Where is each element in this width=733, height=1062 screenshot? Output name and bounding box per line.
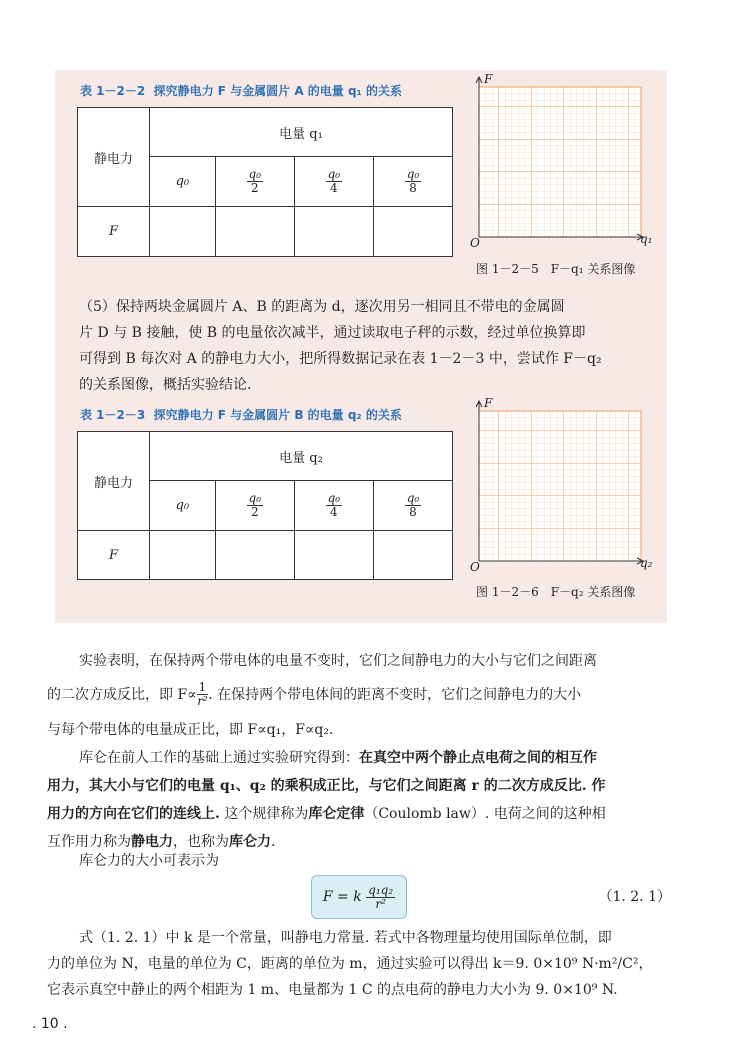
body-line9: 式（1. 2. 1）中 k 是一个常量，叫静电力常量. 若式中各物理量均使用国际单位制，即 <box>79 930 612 946</box>
table2-caption: 表 1－2－3 探究静电力 F 与金属圆片 B 的电量 q₂ 的关系 <box>80 408 402 422</box>
body-line2: 的二次方成反比，即 F∝ $\frac{1}{\text{r²}}$ . 在保持两个带电体间的距离不变时，它们之间静电力的大小 <box>47 680 582 708</box>
page-number: . 10 . <box>32 1016 68 1032</box>
body-line4: 库仑在前人工作的基础上通过实验研究得到：在真空中两个静止点电荷之间的相互作 <box>79 750 597 766</box>
table2-row-f: F <box>78 531 150 580</box>
table1-caption: 表 1－2－2 探究静电力 F 与金属圆片 A 的电量 q₁ 的关系 <box>80 84 402 98</box>
body-line6: 用力的方向在它们的连线上. 这个规律称为库仑定律（Coulomb law）. 电荷之间的这种相 <box>47 806 606 822</box>
body-line1: 实验表明，在保持两个带电体的电量不变时，它们之间静电力的大小与它们之间距离 <box>79 653 597 669</box>
table1-col-q0: q₀ <box>150 157 216 207</box>
equation-number: （1. 2. 1） <box>598 889 671 905</box>
para5-line4: 的关系图像，概括实验结论. <box>79 377 252 393</box>
graph2-origin: O <box>470 560 480 574</box>
para5-line2: 片 D 与 B 接触，使 B 的电量依次减半，通过读取电子秤的示数，经过单位换算即 <box>79 325 586 341</box>
graph1-origin: O <box>470 236 480 250</box>
table1-row-header: 静电力 <box>78 108 150 207</box>
table1-cell[interactable] <box>215 207 294 257</box>
table1 <box>77 107 453 257</box>
para5-line1: （5）保持两块金属圆片 A、B 的距离为 d，逐次用另一相同且不带电的金属圆 <box>79 299 565 315</box>
table2-col-q0: q₀ <box>150 481 216 531</box>
graph1-x-label: q₁ <box>640 232 653 246</box>
table1-cell[interactable] <box>150 207 216 257</box>
body-line5: 用力，其大小与它们的电量 q₁、q₂ 的乘积成正比，与它们之间距离 r 的二次方成反比. 作 <box>47 778 606 794</box>
table2-group-header: 电量 q₂ <box>150 432 453 481</box>
table2-cell[interactable] <box>150 531 216 580</box>
table2-col-quarter: $\frac{\text{q₀}}{4}$ <box>294 481 373 531</box>
table1-cell[interactable] <box>294 207 373 257</box>
table2-cell[interactable] <box>294 531 373 580</box>
table2-row-header: 静电力 <box>78 432 150 531</box>
table1-col-eighth: $\frac{\text{q₀}}{8}$ <box>373 157 452 207</box>
table2-cell[interactable] <box>215 531 294 580</box>
table2-col-eighth: $\frac{\text{q₀}}{8}$ <box>373 481 452 531</box>
para5-line3: 可得到 B 每次对 A 的静电力大小，把所得数据记录在表 1－2－3 中，尝试作 F－q₂ <box>79 351 602 367</box>
body-line8: 库仑力的大小可表示为 <box>79 853 219 869</box>
body-line7: 互作用力称为静电力，也称为库仑力. <box>47 834 276 850</box>
table1-row-f: F <box>78 207 150 257</box>
table2-col-half: $\frac{\text{q₀}}{2}$ <box>215 481 294 531</box>
graph1-grid <box>466 74 656 254</box>
body-line10: 力的单位为 N，电量的单位为 C，距离的单位为 m，通过实验可以得出 k＝9. 0×10⁹ N·m²/C²， <box>47 956 653 972</box>
table2-cell[interactable] <box>373 531 452 580</box>
graph2-grid <box>466 398 656 578</box>
table1-cell[interactable] <box>373 207 452 257</box>
graph1-y-label: F <box>484 72 493 86</box>
graph2-caption: 图 1－2－6 F－q₂ 关系图像 <box>476 585 636 599</box>
graph2-y-label: F <box>484 396 493 410</box>
coulomb-formula: F = k $\frac{\text{q₁q₂}}{\text{r²}}$ <box>311 875 407 919</box>
table1-group-header: 电量 q₁ <box>150 108 453 157</box>
table2 <box>77 431 453 580</box>
table1-col-half: $\frac{\text{q₀}}{2}$ <box>215 157 294 207</box>
table1-col-quarter: $\frac{\text{q₀}}{4}$ <box>294 157 373 207</box>
graph2-x-label: q₂ <box>640 556 653 570</box>
graph1-caption: 图 1－2－5 F－q₁ 关系图像 <box>476 262 636 276</box>
body-line11: 它表示真空中静止的两个相距为 1 m、电量都为 1 C 的点电荷的静电力大小为 9. 0×10⁹ N. <box>47 982 618 998</box>
body-line3: 与每个带电体的电量成正比，即 F∝q₁，F∝q₂. <box>47 722 334 738</box>
